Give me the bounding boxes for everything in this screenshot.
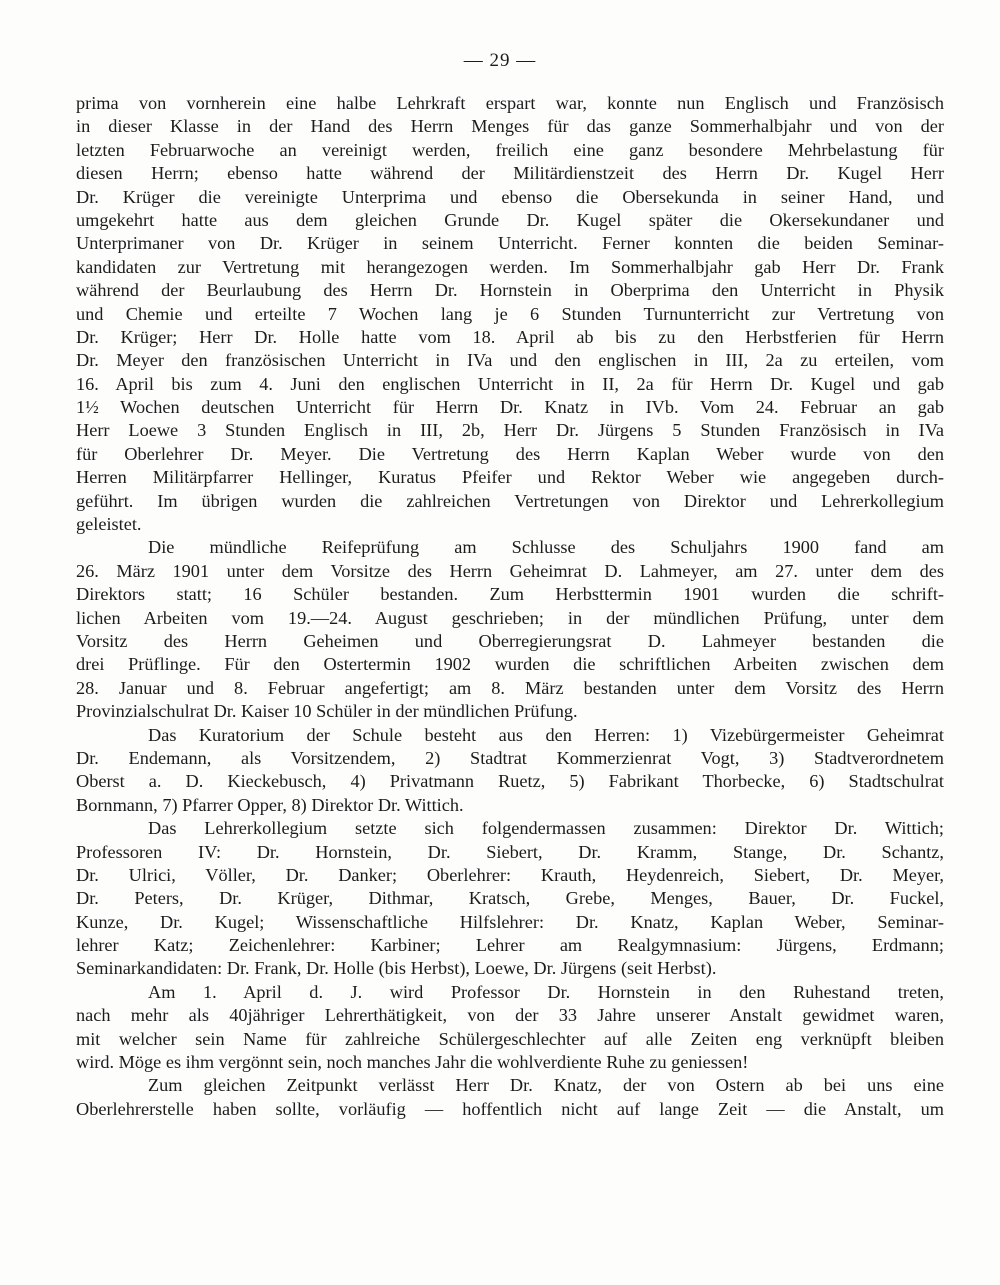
text-line: geführt. Im übrigen wurden die zahlreichen Vertretungen von Direktor und Lehrerkollegium	[76, 490, 944, 511]
text-line: Bornmann, 7) Pfarrer Opper, 8) Direktor Dr. Wittich.	[76, 794, 464, 815]
text-line: Herr Loewe 3 Stunden Englisch in III, 2b, Herr Dr. Jürgens 5 Stunden Französisch in IVa	[76, 420, 944, 441]
text-line: letzten Februarwoche an vereinigt werden, freilich eine ganz besondere Mehrbelastung für	[76, 139, 944, 160]
text-line: Vorsitz des Herrn Geheimen und Oberregierungsrat D. Lahmeyer bestanden die	[76, 630, 944, 651]
text-line: und Chemie und erteilte 7 Wochen lang je 6 Stunden Turnunterricht zur Vertretung von	[76, 303, 944, 324]
text-line: Provinzialschulrat Dr. Kaiser 10 Schüler in der mündlichen Prüfung.	[76, 701, 578, 722]
text-line: prima von vornherein eine halbe Lehrkraft erspart war, konnte nun Englisch und Französisch	[76, 93, 944, 113]
text-line: 1½ Wochen deutschen Unterricht für Herrn Dr. Knatz in IVb. Vom 24. Februar an gab	[76, 397, 944, 418]
text-line: lichen Arbeiten vom 19.—24. August geschrieben; in der mündlichen Prüfung, unter dem	[76, 607, 944, 628]
text-line: lehrer Katz; Zeichenlehrer: Karbiner; Lehrer am Realgymnasium: Jürgens, Erdmann;	[76, 935, 944, 956]
text-line: für Oberlehrer Dr. Meyer. Die Vertretung des Herrn Kaplan Weber wurde von den	[76, 443, 944, 464]
text-line: Zum gleichen Zeitpunkt verlässt Herr Dr. Knatz, der von Ostern ab bei uns eine	[148, 1075, 944, 1096]
text-line: umgekehrt hatte aus dem gleichen Grunde Dr. Kugel später die Okersekundaner und	[76, 209, 944, 230]
text-line: Professoren IV: Dr. Hornstein, Dr. Siebert, Dr. Kramm, Stange, Dr. Schantz,	[76, 841, 944, 862]
text-line: in dieser Klasse in der Hand des Herrn Menges für das ganze Sommerhalbjahr und von der	[76, 116, 944, 137]
page-number: — 29 —	[463, 50, 537, 71]
text-line: mit welcher sein Name für zahlreiche Schülergeschlechter auf alle Zeiten eng verknüpft bleiben	[76, 1028, 944, 1049]
text-line: Seminarkandidaten: Dr. Frank, Dr. Holle (bis Herbst), Loewe, Dr. Jürgens (seit Herbst).	[76, 958, 717, 979]
text-line: Die mündliche Reifeprüfung am Schlusse des Schuljahrs 1900 fand am	[148, 537, 944, 558]
text-line: geleistet.	[76, 514, 142, 535]
text-line: diesen Herrn; ebenso hatte während der Militärdienstzeit des Herrn Dr. Kugel Herr	[76, 163, 944, 184]
text-line: Das Lehrerkollegium setzte sich folgendermassen zusammen: Direktor Dr. Wittich;	[148, 818, 944, 839]
text-line: 26. März 1901 unter dem Vorsitze des Herrn Geheimrat D. Lahmeyer, am 27. unter dem des	[76, 560, 944, 581]
text-line: Direktors statt; 16 Schüler bestanden. Zum Herbsttermin 1901 wurden die schrift-	[76, 584, 944, 605]
text-line: Dr. Peters, Dr. Krüger, Dithmar, Kratsch, Grebe, Menges, Bauer, Dr. Fuckel,	[76, 888, 944, 909]
text-line: wird. Möge es ihm vergönnt sein, noch manches Jahr die wohlverdiente Ruhe zu geniessen!	[76, 1052, 749, 1073]
text-line: Unterprimaner von Dr. Krüger in seinem Unterricht. Ferner konnten die beiden Seminar-	[76, 233, 944, 254]
text-line: nach mehr als 40jähriger Lehrerthätigkeit, von der 33 Jahre unserer Anstalt gewidmet waren,	[76, 1005, 944, 1026]
text-line: Oberst a. D. Kieckebusch, 4) Privatmann Ruetz, 5) Fabrikant Thorbecke, 6) Stadtschulrat	[76, 771, 944, 792]
text-line: Oberlehrerstelle haben sollte, vorläufig — hoffentlich nicht auf lange Zeit — die Anstalt, um	[76, 1098, 944, 1119]
text-line: Kunze, Dr. Kugel; Wissenschaftliche Hilfslehrer: Dr. Knatz, Kaplan Weber, Seminar-	[76, 911, 944, 932]
text-line: Dr. Endemann, als Vorsitzendem, 2) Stadtrat Kommerzienrat Vogt, 3) Stadtverordnetem	[76, 747, 944, 768]
text-line: Dr. Krüger die vereinigte Unterprima und ebenso die Obersekunda in seiner Hand, und	[76, 186, 944, 207]
text-line: Dr. Meyer den französischen Unterricht in IVa und den englischen in III, 2a zu erteilen, vom	[76, 350, 944, 371]
text-line: Dr. Krüger; Herr Dr. Holle hatte vom 18. April ab bis zu den Herbstferien für Herrn	[76, 326, 944, 347]
text-line: drei Prüflinge. Für den Ostertermin 1902 wurden die schriftlichen Arbeiten zwischen dem	[76, 654, 944, 675]
text-line: Am 1. April d. J. wird Professor Dr. Hornstein in den Ruhestand treten,	[148, 981, 944, 1002]
text-line: 16. April bis zum 4. Juni den englischen Unterricht in II, 2a für Herrn Dr. Kugel und gab	[76, 373, 944, 394]
text-line: 28. Januar und 8. Februar angefertigt; am 8. März bestanden unter dem Vorsitz des Herrn	[76, 677, 944, 698]
text-line: Dr. Ulrici, Völler, Dr. Danker; Oberlehrer: Krauth, Heydenreich, Siebert, Dr. Meyer,	[76, 864, 944, 885]
text-line: kandidaten zur Vertretung mit herangezogen werden. Im Sommerhalbjahr gab Herr Dr. Frank	[76, 256, 944, 277]
text-line: während der Beurlaubung des Herrn Dr. Hornstein in Oberprima den Unterricht in Physik	[76, 280, 944, 301]
body-text	[76, 92, 944, 1121]
text-line: Herren Militärpfarrer Hellinger, Kuratus Pfeifer und Rektor Weber wie angegeben durch-	[76, 467, 944, 488]
text-line: Das Kuratorium der Schule besteht aus den Herren: 1) Vizebürgermeister Geheimrat	[148, 724, 944, 745]
